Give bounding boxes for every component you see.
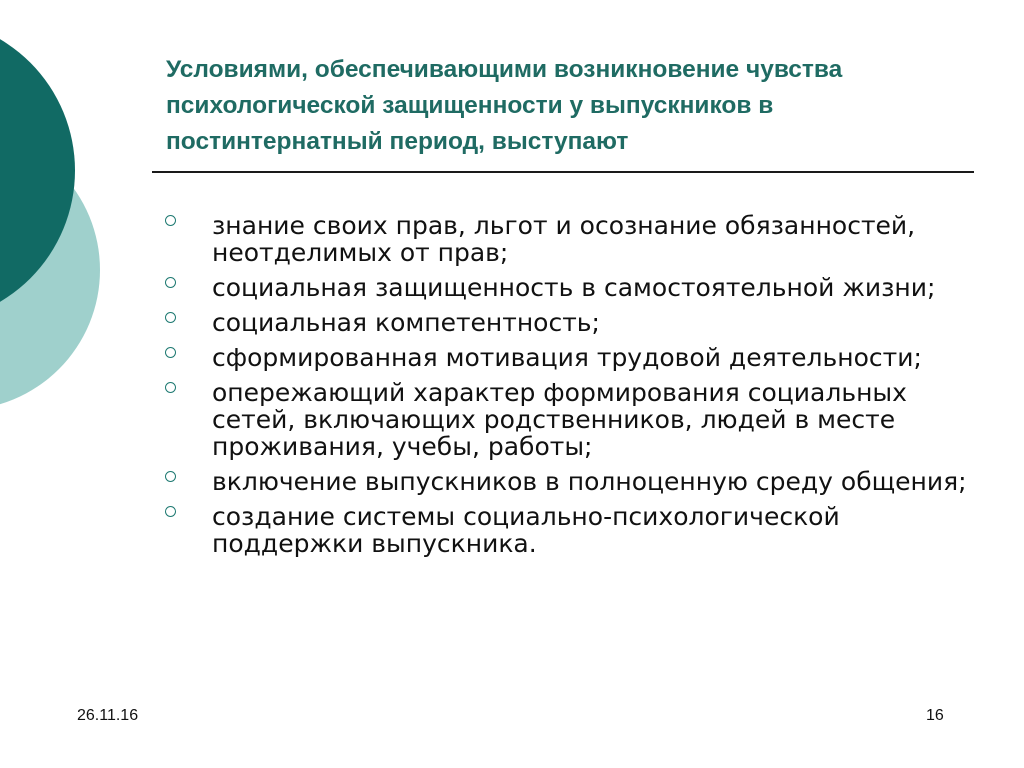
list-item (162, 503, 982, 557)
list-item (162, 309, 982, 336)
bullet-list (162, 212, 982, 565)
slide-page-number: 16 (926, 707, 944, 724)
list-item (162, 212, 982, 266)
bullet-text: знание своих прав, льгот и осознание обязанностей, неотделимых от прав; (212, 211, 916, 267)
hollow-circle-bullet-icon (165, 471, 176, 482)
bullet-text: создание системы социально-психологической поддержки выпускника. (212, 502, 840, 558)
list-item (162, 344, 982, 371)
hollow-circle-bullet-icon (165, 382, 176, 393)
list-item (162, 274, 982, 301)
bullet-text: сформированная мотивация трудовой деятельности; (212, 343, 922, 372)
slide-title: Условиями, обеспечивающими возникновение чувства психологической защищенности у выпускников в постинтернатный период, выступают (166, 56, 843, 155)
bullet-text: опережающий характер формирования социальных сетей, включающих родственников, людей в месте проживания, учебы, работы; (212, 378, 907, 461)
hollow-circle-bullet-icon (165, 347, 176, 358)
list-item (162, 379, 982, 460)
bullet-text: социальная компетентность; (212, 308, 600, 337)
bullet-text: включение выпускников в полноценную среду общения; (212, 467, 967, 496)
hollow-circle-bullet-icon (165, 312, 176, 323)
hollow-circle-bullet-icon (165, 277, 176, 288)
list-item (162, 468, 982, 495)
hollow-circle-bullet-icon (165, 215, 176, 226)
hollow-circle-bullet-icon (165, 506, 176, 517)
bullet-text: социальная защищенность в самостоятельной жизни; (212, 273, 936, 302)
title-divider (152, 171, 974, 173)
slide-date: 26.11.16 (77, 707, 139, 724)
